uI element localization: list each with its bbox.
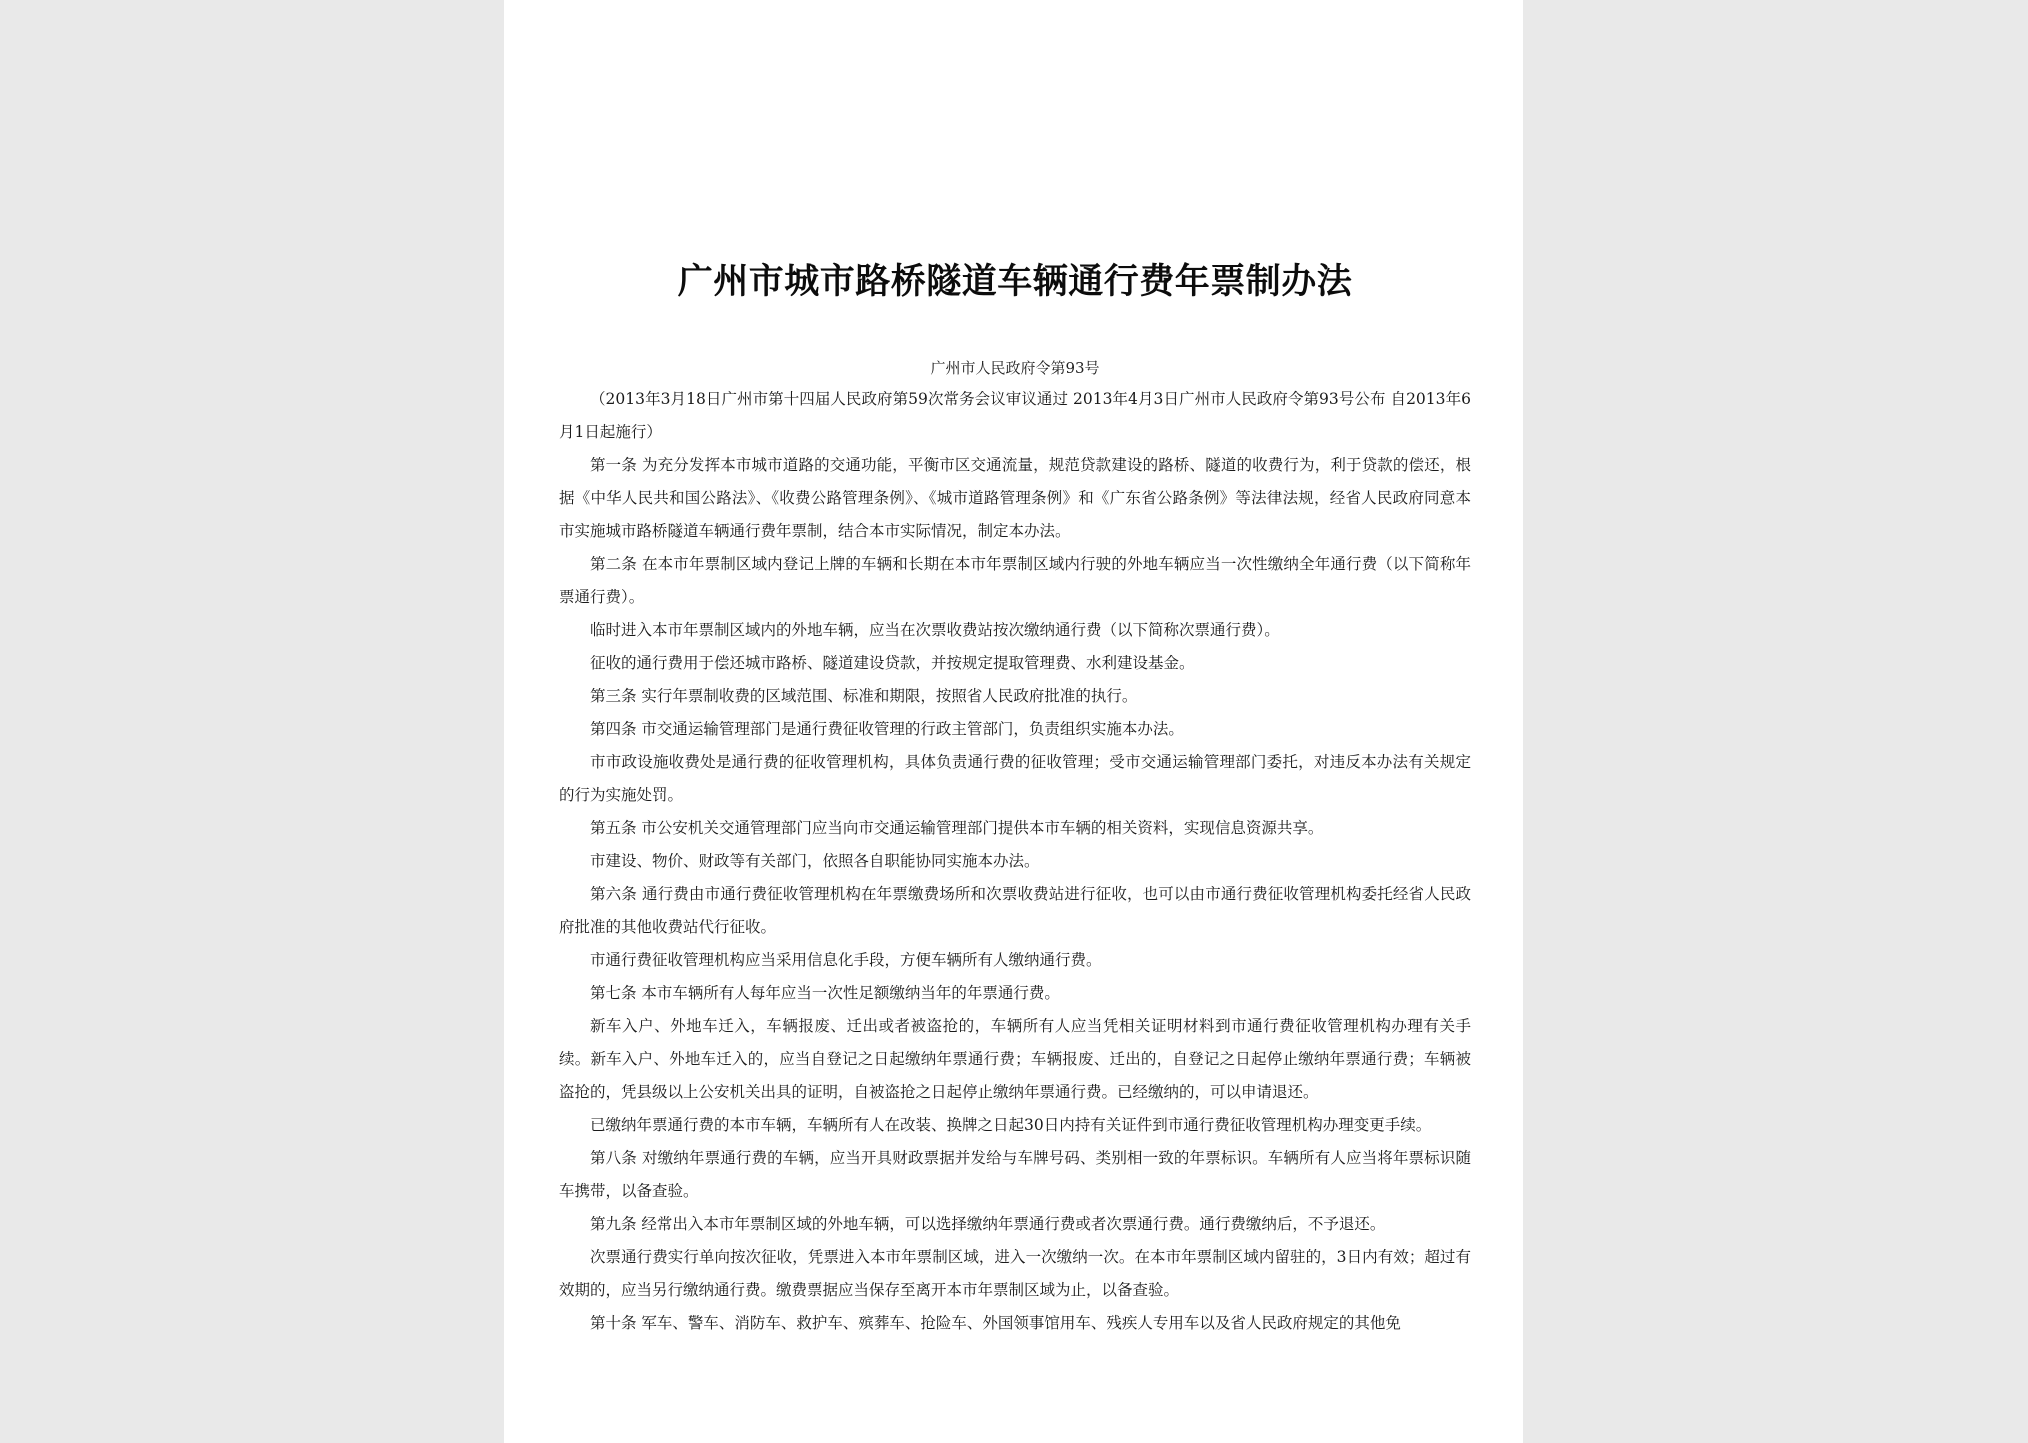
paragraph-article-2: 第二条 在本市年票制区域内登记上牌的车辆和长期在本市年票制区域内行驶的外地车辆应当一次性缴纳全年通行费（以下简称年票通行费）。 (559, 555, 1471, 606)
document-page (504, 0, 1523, 1443)
paragraph: 次票通行费实行单向按次征收，凭票进入本市年票制区域，进入一次缴纳一次。在本市年票制区域内留驻的，3日内有效；超过有效期的，应当另行缴纳通行费。缴费票据应当保存至离开本市年票制区域为止，以备查验。 (559, 1248, 1471, 1299)
paragraph-article-9: 第九条 经常出入本市年票制区域的外地车辆，可以选择缴纳年票通行费或者次票通行费。通行费缴纳后，不予退还。 (590, 1215, 1386, 1233)
paragraph: 已缴纳年票通行费的本市车辆，车辆所有人在改装、换牌之日起30日内持有关证件到市通行费征收管理机构办理变更手续。 (590, 1116, 1432, 1134)
paragraph-article-6: 第六条 通行费由市通行费征收管理机构在年票缴费场所和次票收费站进行征收，也可以由市通行费征收管理机构委托经省人民政府批准的其他收费站代行征收。 (559, 885, 1471, 936)
paragraph: 市市政设施收费处是通行费的征收管理机构，具体负责通行费的征收管理；受市交通运输管理部门委托，对违反本办法有关规定的行为实施处罚。 (559, 753, 1471, 804)
paragraph-article-5: 第五条 市公安机关交通管理部门应当向市交通运输管理部门提供本市车辆的相关资料，实现信息资源共享。 (590, 819, 1324, 837)
document-body (559, 383, 1471, 1340)
paragraph-article-4: 第四条 市交通运输管理部门是通行费征收管理的行政主管部门，负责组织实施本办法。 (590, 720, 1184, 738)
order-number: 广州市人民政府令第93号 (930, 359, 1100, 377)
paragraph: 征收的通行费用于偿还城市路桥、隧道建设贷款，并按规定提取管理费、水利建设基金。 (590, 654, 1195, 672)
document-title: 广州市城市路桥隧道车辆通行费年票制办法 (677, 261, 1353, 302)
paragraph: 临时进入本市年票制区域内的外地车辆，应当在次票收费站按次缴纳通行费（以下简称次票通行费）。 (590, 621, 1280, 639)
paragraph-article-7: 第七条 本市车辆所有人每年应当一次性足额缴纳当年的年票通行费。 (590, 984, 1060, 1002)
paragraph-preamble: （2013年3月18日广州市第十四届人民政府第59次常务会议审议通过 2013年4月3日广州市人民政府令第93号公布 自2013年6月1日起施行） (559, 390, 1471, 441)
paragraph-article-3: 第三条 实行年票制收费的区域范围、标准和期限，按照省人民政府批准的执行。 (590, 687, 1138, 705)
paragraph: 市通行费征收管理机构应当采用信息化手段，方便车辆所有人缴纳通行费。 (590, 951, 1102, 969)
paragraph-article-8: 第八条 对缴纳年票通行费的车辆，应当开具财政票据并发给与车牌号码、类别相一致的年票标识。车辆所有人应当将年票标识随车携带，以备查验。 (559, 1149, 1471, 1200)
paragraph-article-1: 第一条 为充分发挥本市城市道路的交通功能，平衡市区交通流量，规范贷款建设的路桥、隧道的收费行为，利于贷款的偿还，根据《中华人民共和国公路法》、《收费公路管理条例》、《城市道路管理条例》和《广东省公路条例》等法律法规，经省人民政府同意本市实施城市路桥隧道车辆通行费年票制，结合本市实际情况，制定本办法。 (559, 456, 1471, 540)
paragraph-article-10: 第十条 军车、警车、消防车、救护车、殡葬车、抢险车、外国领事馆用车、残疾人专用车以及省人民政府规定的其他免 (590, 1314, 1401, 1332)
paragraph: 市建设、物价、财政等有关部门，依照各自职能协同实施本办法。 (590, 852, 1040, 870)
paragraph: 新车入户、外地车迁入，车辆报废、迁出或者被盗抢的，车辆所有人应当凭相关证明材料到市通行费征收管理机构办理有关手续。新车入户、外地车迁入的，应当自登记之日起缴纳年票通行费；车辆报废、迁出的，自登记之日起停止缴纳年票通行费；车辆被盗抢的，凭县级以上公安机关出具的证明，自被盗抢之日起停止缴纳年票通行费。已经缴纳的，可以申请退还。 (559, 1017, 1471, 1101)
